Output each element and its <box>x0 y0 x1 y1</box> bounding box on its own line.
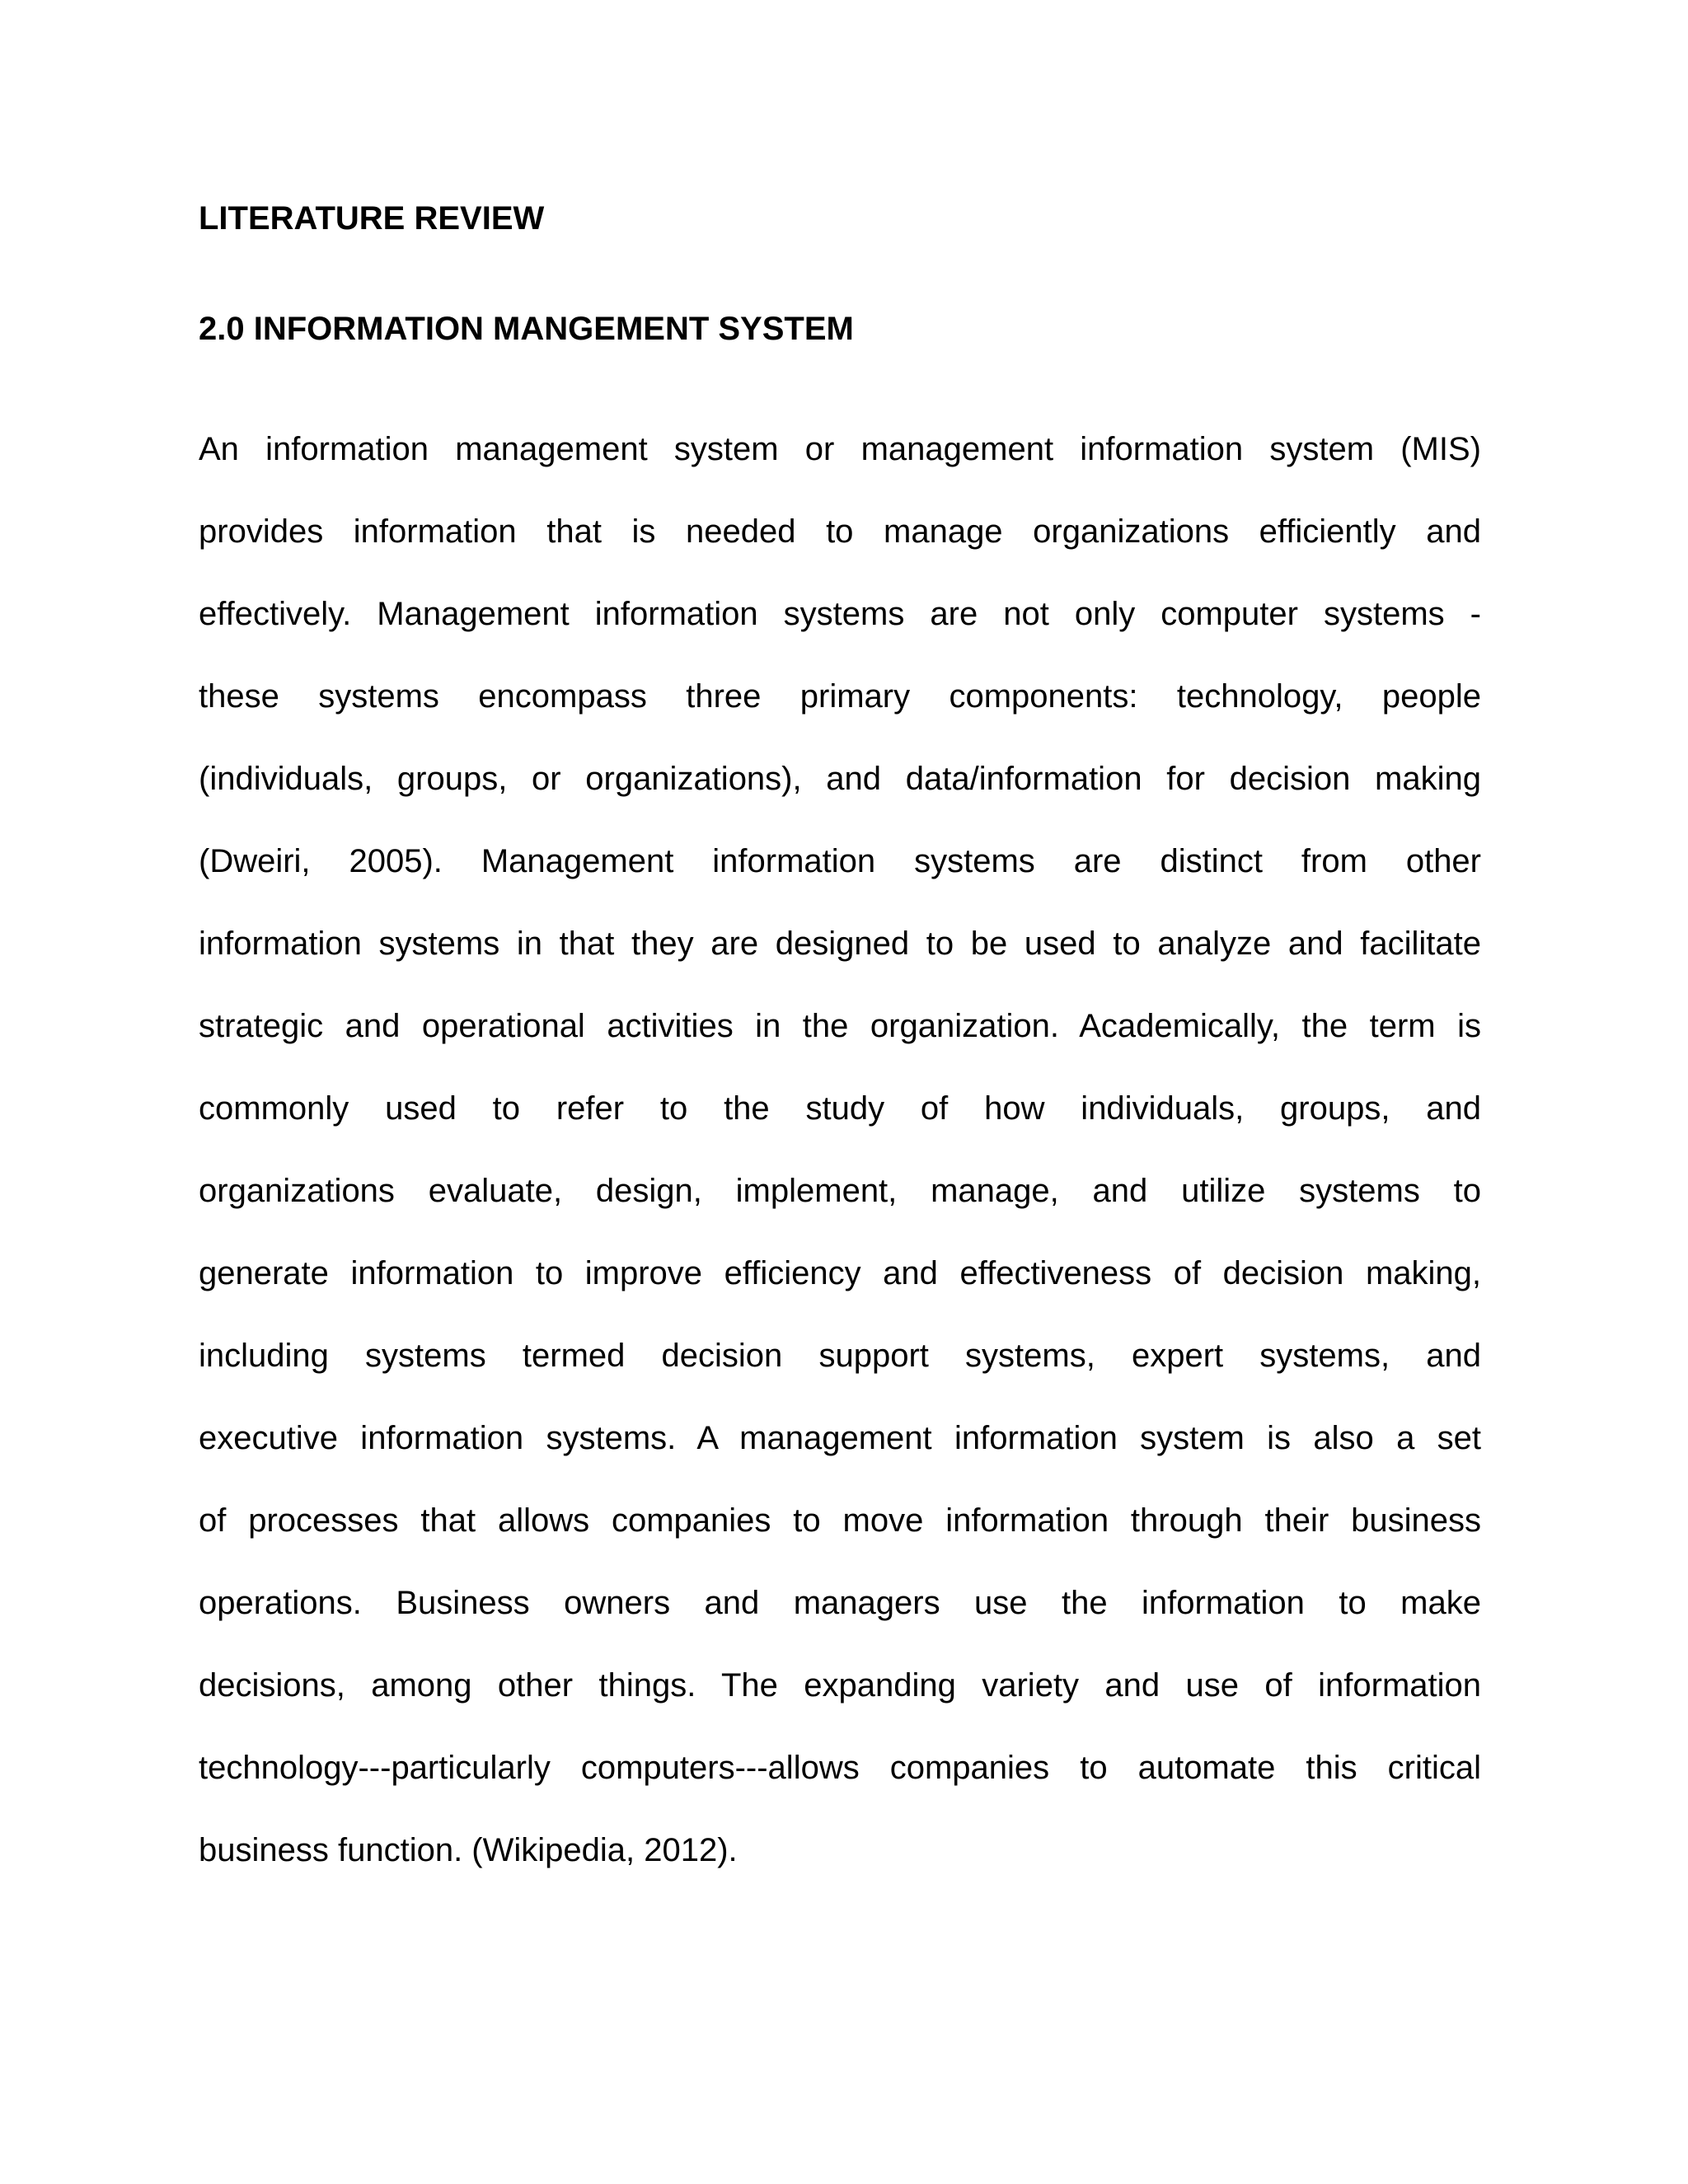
paragraph-line: information systems in that they are designed to be used to analyze and facilitate <box>199 926 1481 962</box>
paragraph-line: operations. Business owners and managers use the information to make <box>199 1585 1481 1621</box>
page-title: LITERATURE REVIEW <box>199 200 545 237</box>
paragraph-line: technology---particularly computers---allows companies to automate this critical <box>199 1750 1481 1786</box>
paragraph-line: of processes that allows companies to move information through their business <box>199 1502 1481 1539</box>
paragraph-line: (individuals, groups, or organizations), and data/information for decision making <box>199 761 1481 797</box>
paragraph-line: provides information that is needed to manage organizations efficiently and <box>199 513 1481 550</box>
section-heading: 2.0 INFORMATION MANGEMENT SYSTEM <box>199 311 854 347</box>
paragraph-line: (Dweiri, 2005). Management information systems are distinct from other <box>199 843 1481 879</box>
paragraph-line: including systems termed decision support systems, expert systems, and <box>199 1338 1481 1374</box>
paragraph-line: these systems encompass three primary components: technology, people <box>199 678 1481 715</box>
body-paragraph <box>199 429 1481 1912</box>
paragraph-line: executive information systems. A management information system is also a set <box>199 1420 1481 1456</box>
paragraph-line: generate information to improve efficiency and effectiveness of decision making, <box>199 1255 1481 1291</box>
paragraph-line: decisions, among other things. The expanding variety and use of information <box>199 1667 1481 1704</box>
paragraph-line: business function. (Wikipedia, 2012). <box>199 1832 738 1868</box>
paragraph-line: organizations evaluate, design, implement, manage, and utilize systems to <box>199 1173 1481 1209</box>
paragraph-line: commonly used to refer to the study of how individuals, groups, and <box>199 1090 1481 1127</box>
paragraph-line: strategic and operational activities in the organization. Academically, the term is <box>199 1008 1481 1044</box>
paragraph-line: An information management system or management information system (MIS) <box>199 431 1481 467</box>
paragraph-line: effectively. Management information systems are not only computer systems - <box>199 596 1481 632</box>
